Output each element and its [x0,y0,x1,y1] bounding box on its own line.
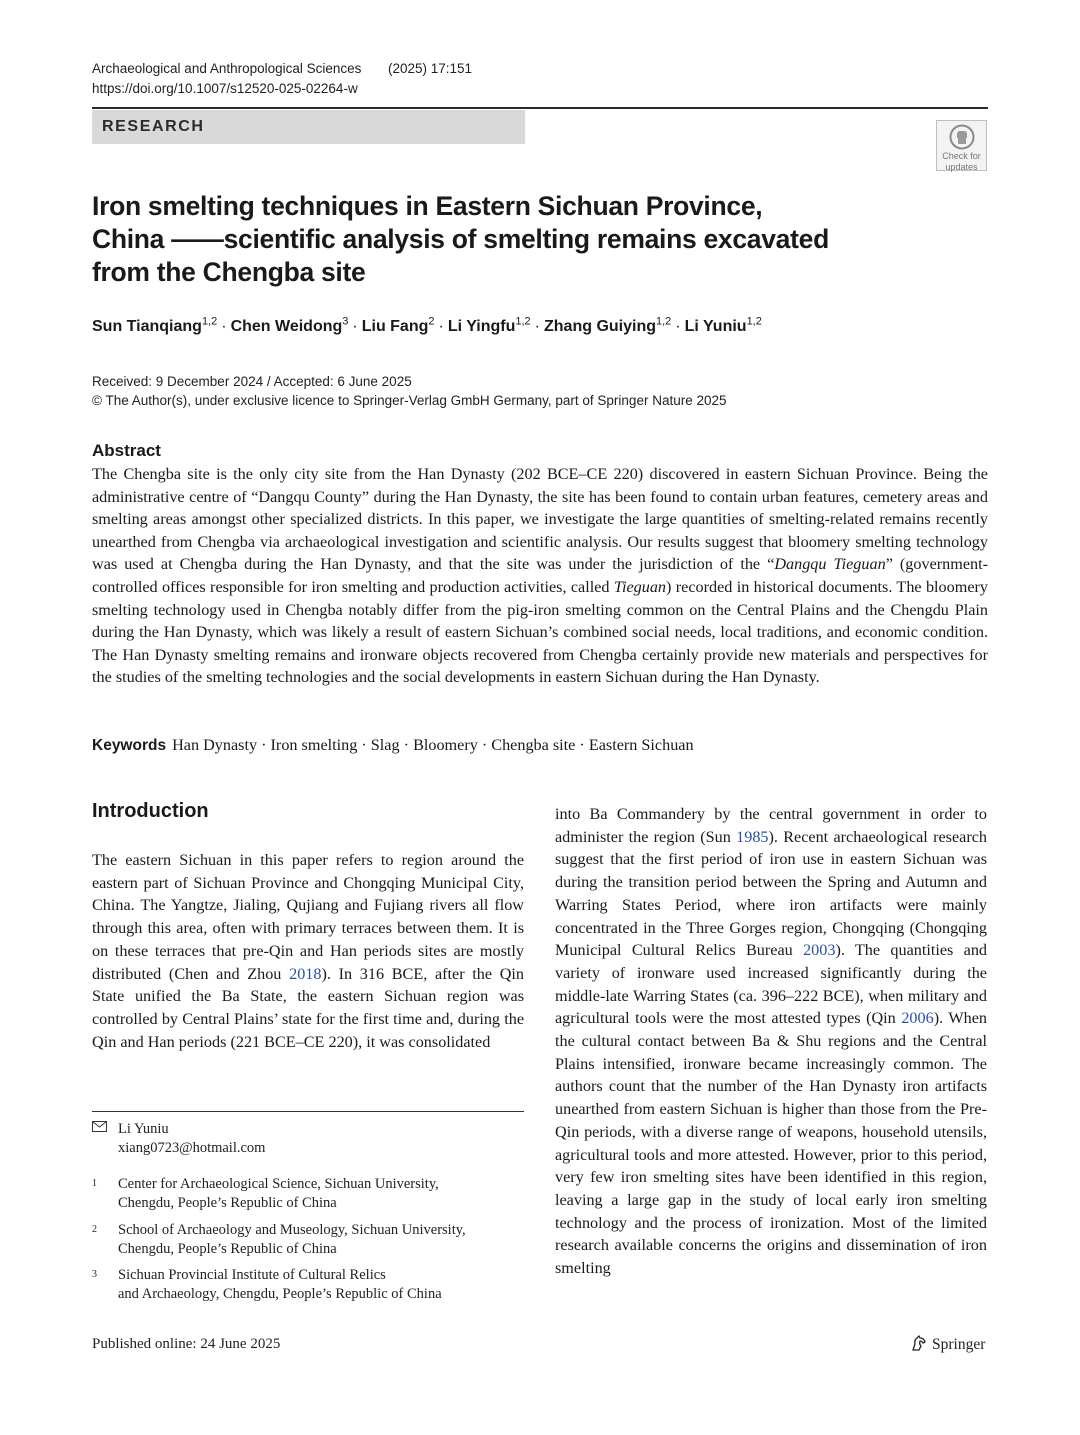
author[interactable]: Li Yingfu$^{1,2}$ [447,316,531,336]
journal-header [92,59,592,99]
header-rule [92,107,988,109]
corresponding-email[interactable]: xiang0723@hotmail.com [118,1139,266,1156]
title-line-2: China ——scientific analysis of smelting remains excavated [92,224,829,254]
citation-link[interactable]: 2003 [803,941,836,960]
citation-link[interactable]: 1985 [736,827,769,846]
abstract-text: The Chengba site is the only city site from the Han Dynasty (202 BCE–CE 220) discovered in eastern Sichuan Province. Being the administrative centre of “Dangqu County” during the Han Dynasty, the site has been found to contain urban features, cemetery areas and smelting areas amongst other specialized districts. In this paper, we investigate the large quantities of smelting-related remains recently unearthed from Chengba via archaeological investigation and scientific analysis. Our results suggest that bloomery smelting technology was used at Chengba during the Han Dynasty, and that the site was under the jurisdiction of the “Dangqu Tieguan” (government-controlled offices responsible for iron smelting and production activities, called Tieguan) recorded in historical documents. The bloomery smelting technology used in Chengba notably differ from the pig-iron smelting common on the Central Plains and the Chengdu Plain during the Han Dynasty, which was likely a result of eastern Sichuan’s combined social needs, local traditions, and economic condition. The Han Dynasty smelting remains and ironware objects recovered from Chengba certainly provide new materials and perspectives for the studies of the smelting technologies and the social developments in eastern Sichuan during the Han Dynasty. [92,465,988,687]
author[interactable]: Zhang Guiying$^{1,2}$ [544,316,672,336]
affiliation-3: 3 Sichuan Provincial Institute of Cultural Relics and Archaeology, Chengdu, People’s Republic of China [92,1267,442,1302]
citation-link[interactable]: 2018 [289,964,322,983]
check-for-updates-button[interactable] [936,120,987,171]
introduction-heading: Introduction [92,800,209,822]
affiliation-1: 1 Center for Archaeological Science, Sichuan University, Chengdu, People’s Republic of China [92,1176,439,1211]
corresponding-author [92,1120,524,1157]
introduction-column-left: The eastern Sichuan in this paper refers to region around the eastern part of Sichuan Province and Chongqing Municipal City, China. The Yangtze, Jialing, Qujiang and Fujiang rivers all flow through this area, often with primary terraces between them. It is on these terraces that pre-Qin and Han periods sites are mostly distributed (Chen and Zhou 2018). In 316 BCE, after the Qin State unified the Ba State, the eastern Sichuan region was controlled by Central Plains’ state for the first time and, during the Qin and Han periods (221 BCE–CE 220), it was consolidated [92,851,525,1051]
publisher-logo [910,1334,985,1354]
introduction-column-right: into Ba Commandery by the central government in order to administer the region (Sun 1985). Recent archaeological research suggest that the first period of iron use in eastern Sichuan was during the transition period between the Spring and Autumn and Warring States Period, where iron artifacts were mainly concentrated in the Three Gorges region, Chongqing (Chongqing Municipal Cultural Relics Bureau 2003). The quantities and variety of ironware used increased significantly during the middle-late Warring States (ca. 396–222 BCE), when military and agricultural tools were the most attested types (Qin 2006). When the cultural contact between Ba & Shu regions and the Central Plains intensified, ironware became increasingly common. The authors count that the number of the Han Dynasty iron artifacts unearthed from eastern Sichuan is higher than those from the Pre-Qin periods, with a diverse range of weapons, household utensils, agricultural tools and more attested. However, prior to this period, very few iron smelting sites have been identified in this region, leaving a large gap in the study of local early iron smelting technology and the process of ironization. Most of the limited research available concerns the origins and dissemination of iron smelting [555,805,988,1278]
copyright-notice: © The Author(s), under exclusive licence to Springer-Verlag GmbH Germany, part of Springer Nature 2025 [92,393,727,408]
article-type-banner: RESEARCH [92,110,525,144]
affiliation-2: 2 School of Archaeology and Museology, Sichuan University, Chengdu, People’s Republic of China [92,1222,466,1257]
author[interactable]: Sun Tianqiang$^{1,2}$ [92,316,218,336]
term-tieguan: Tieguan [613,577,667,596]
title-line-3: from the Chengba site [92,257,366,287]
author[interactable]: Chen Weidong$^3$ [230,316,349,336]
envelope-icon [92,1121,107,1140]
citation-link[interactable]: 2006 [901,1009,934,1028]
article-dates [92,372,988,410]
author[interactable]: Li Yuniu$^{1,2}$ [684,316,762,336]
author[interactable]: Liu Fang$^2$ [361,316,435,336]
keywords [92,736,988,755]
corresponding-name: Li Yuniu [118,1121,169,1137]
springer-horse-icon [910,1334,928,1352]
doi-link[interactable]: https://doi.org/10.1007/s12520-025-02264-w [92,81,358,96]
check-updates-line2: updates [945,162,978,172]
publisher-name: Springer [932,1336,986,1353]
received-accepted: Received: 9 December 2024 / Accepted: 6 June 2025 [92,374,412,389]
journal-name: Archaeological and Anthropological Sciences [92,61,362,76]
check-updates-icon [949,124,975,150]
footnote-rule [92,1111,524,1112]
keywords-list: Han Dynasty · Iron smelting · Slag · Bloomery · Chengba site · Eastern Sichuan [172,736,694,754]
keywords-label: Keywords [92,737,167,754]
published-online: Published online: 24 June 2025 [92,1336,281,1352]
term-dangqu-tieguan: Dangqu Tieguan [774,555,886,574]
check-updates-line1: Check for [942,151,981,161]
title-line-1: Iron smelting techniques in Eastern Sichuan Province, [92,191,763,221]
article-title [92,190,952,289]
journal-issue: (2025) 17:151 [388,61,473,76]
abstract-heading: Abstract [92,441,161,460]
author-list: Sun Tianqiang$^{1,2}$ · Chen Weidong$^3$ · Liu Fang$^2$ · Li Yingfu$^{1,2}$ · Zhang Guiying$^{1,2}$ · Li Yuniu$^{1,2}$ [92,316,762,336]
